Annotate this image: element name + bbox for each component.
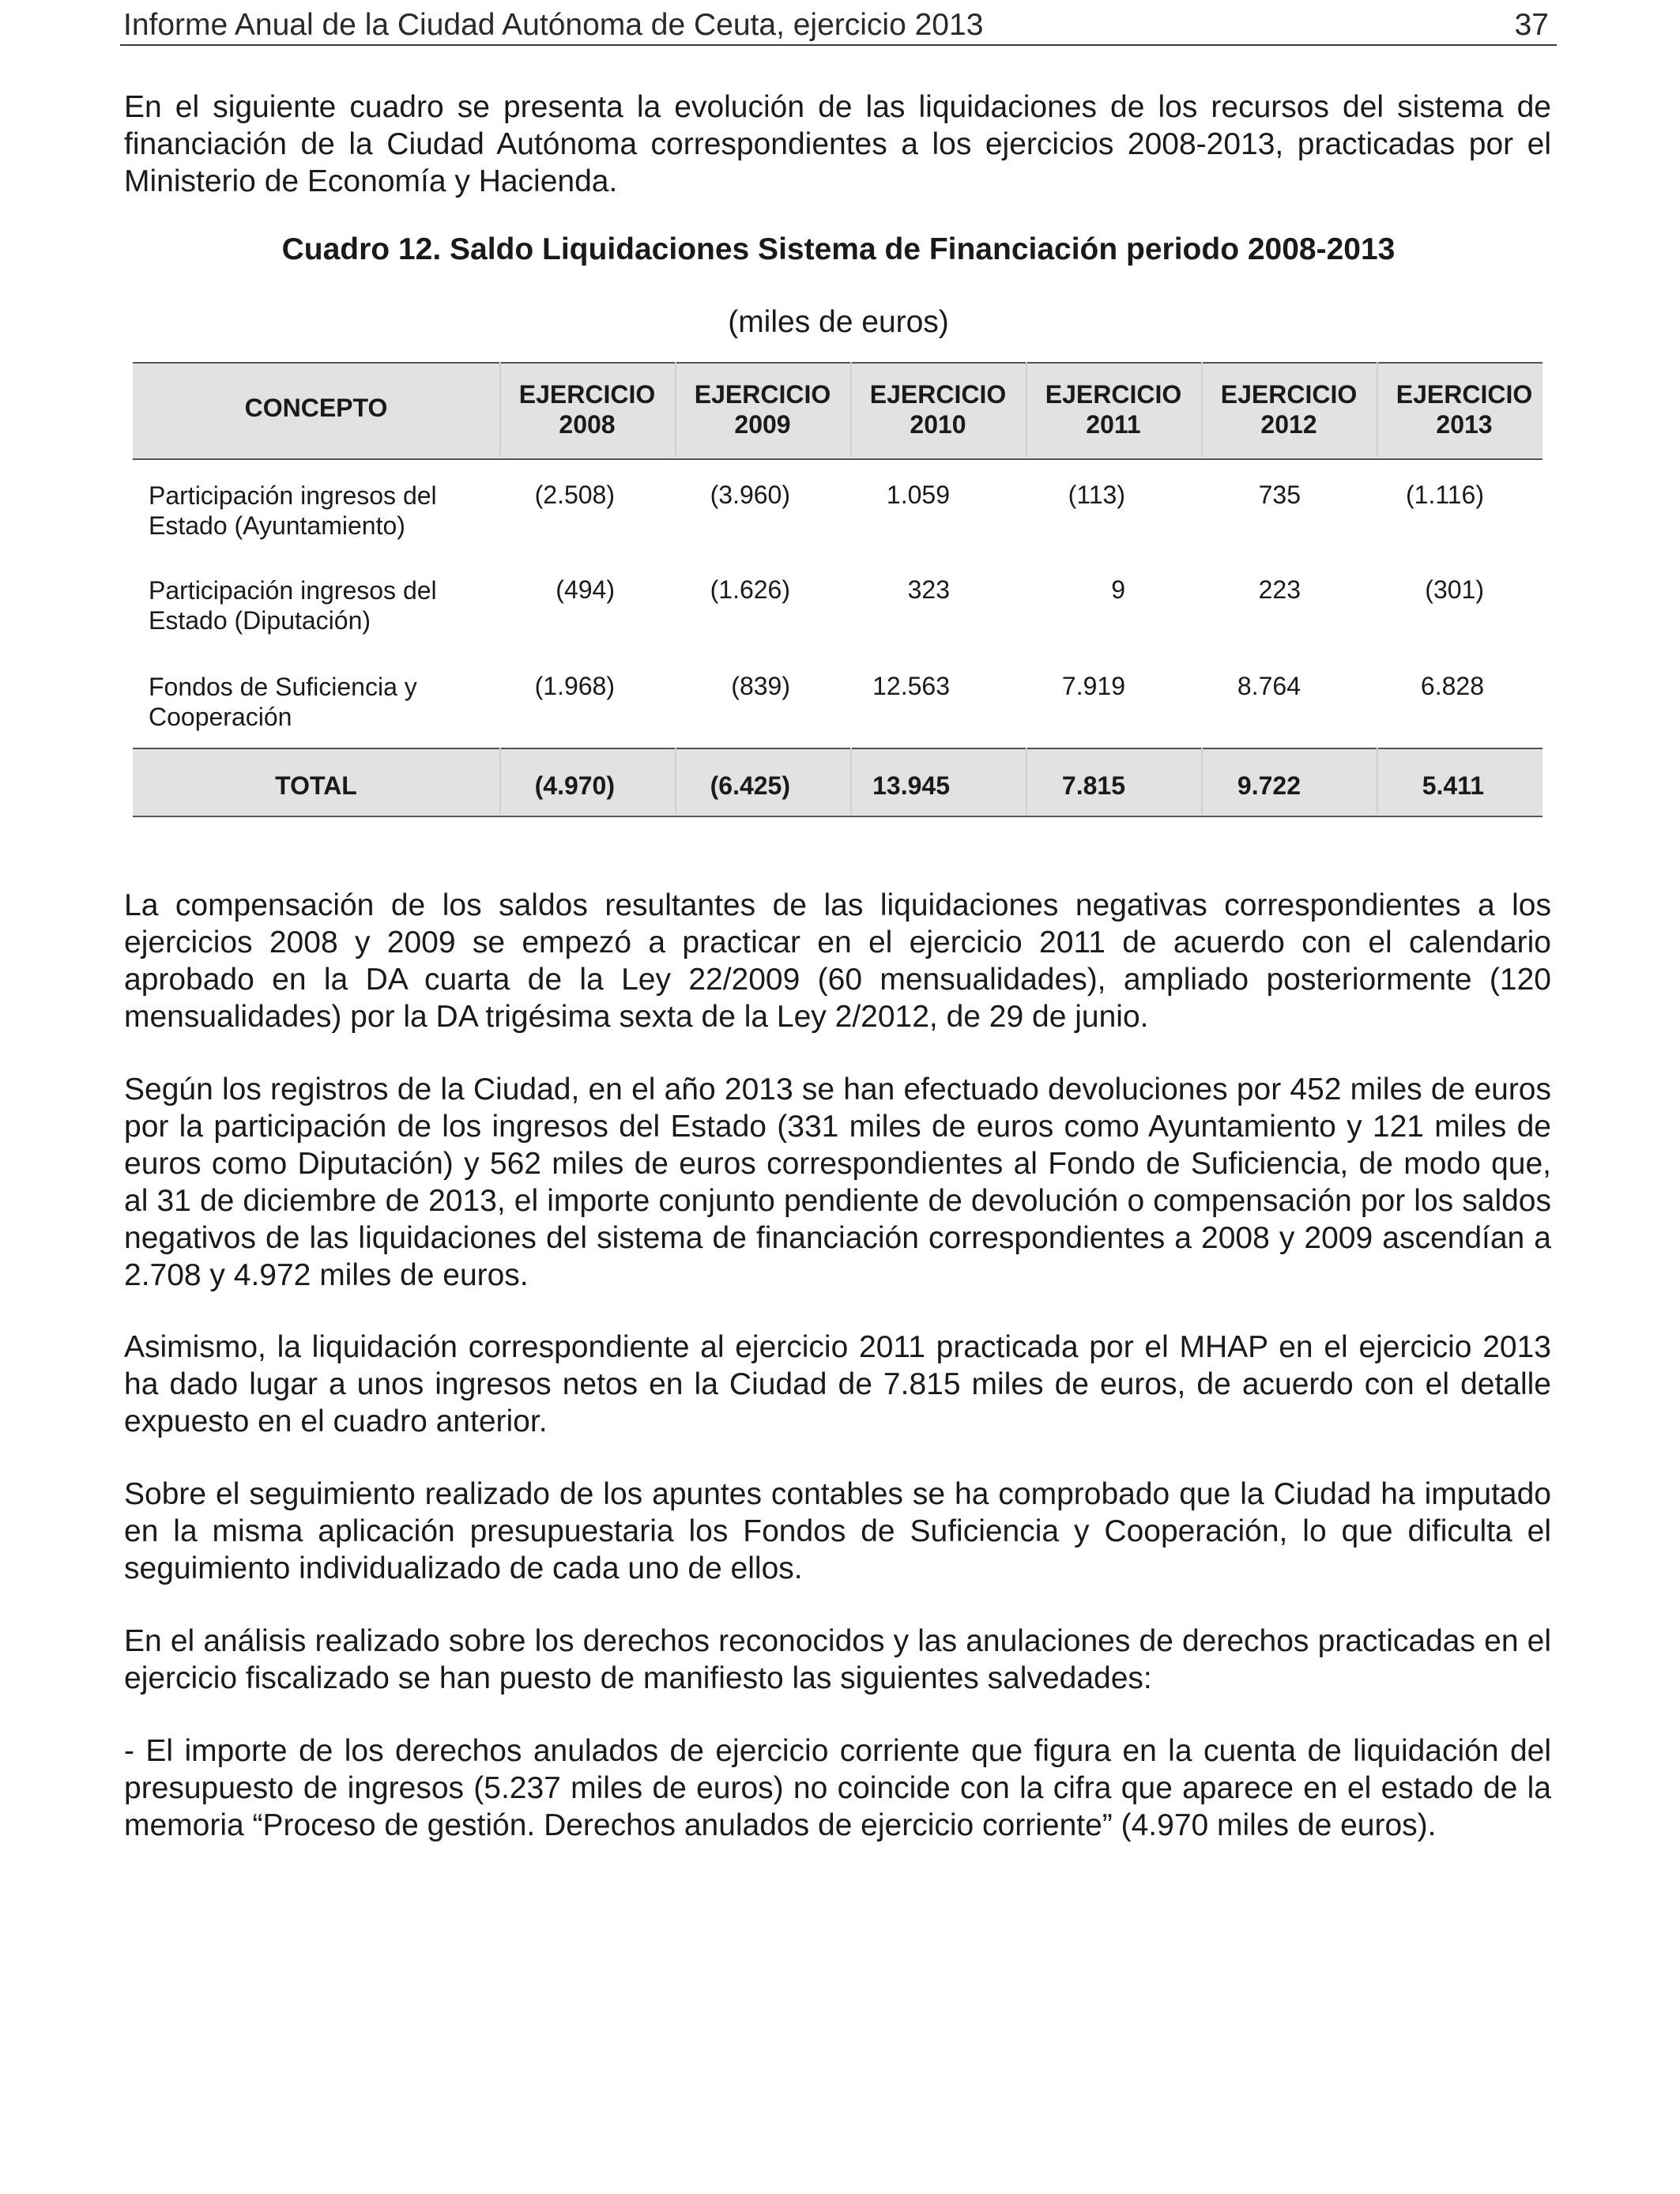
table-cell: (113) (1068, 481, 1125, 509)
body-paragraph: - El importe de los derechos anulados de ejercicio corriente que figura en la cuenta de liquidación del presupuesto de ingresos (5.237 miles de euros) no coincide con la cifra que aparece en el estado de la memoria “Proceso de gestión. Derechos anulados de ejercicio corriente” (4.970 miles de euros). (124, 1734, 1551, 1842)
total-cell: (4.970) (534, 771, 615, 800)
row-label: Fondos de Suficiencia y Cooperación (149, 673, 417, 731)
total-cell: (6.425) (710, 771, 790, 800)
body-paragraph: En el análisis realizado sobre los derechos reconocidos y las anulaciones de derechos practicadas en el ejercicio fiscalizado se han puesto de manifiesto las siguientes salvedades: (124, 1624, 1551, 1695)
table-cell: (1.968) (534, 672, 615, 700)
table-cell: 323 (907, 575, 950, 604)
page-header (120, 5, 1557, 46)
table-cell: 12.563 (872, 672, 950, 700)
table-cell: 735 (1258, 481, 1301, 509)
table-cell: (839) (731, 672, 790, 700)
intro-paragraph: En el siguiente cuadro se presenta la evolución de las liquidaciones de los recursos del sistema de financiación de la Ciudad Autónoma correspondientes a los ejercicios 2008-2013, practicadas por el Ministerio de Economía y Hacienda. (124, 90, 1551, 198)
page-number: 37 (1514, 8, 1549, 42)
total-label: TOTAL (275, 771, 357, 800)
column-header: EJERCICIO 2013 (1396, 380, 1533, 439)
table-cell: 6.828 (1420, 672, 1484, 700)
table-cell: 9 (1111, 575, 1125, 604)
column-header: EJERCICIO 2012 (1220, 380, 1358, 439)
body-paragraph: Según los registros de la Ciudad, en el año 2013 se han efectuado devoluciones por 452 miles de euros por la participación de los ingresos del Estado (331 miles de euros como Ayuntamiento y 121 miles de euros como Diputación) y 562 miles de euros correspondientes al Fondo de Suficiencia, de modo que, al 31 de diciembre de 2013, el importe conjunto pendiente de devolución o compensación por los saldos negativos de las liquidaciones del sistema de financiación correspondientes a 2008 y 2009 ascendían a 2.708 y 4.972 miles de euros. (124, 1072, 1551, 1292)
body-paragraph: La compensación de los saldos resultantes de las liquidaciones negativas correspondientes a los ejercicios 2008 y 2009 se empezó a practicar en el ejercicio 2011 de acuerdo con el calendario aprobado en la DA cuarta de la Ley 22/2009 (60 mensualidades), ampliado posteriormente (120 mensualidades) por la DA trigésima sexta de la Ley 2/2012, de 29 de junio. (124, 888, 1551, 1034)
table-cell: (3.960) (710, 481, 790, 509)
table-cell: (494) (556, 575, 615, 604)
total-cell: 13.945 (872, 771, 950, 800)
table-cell: (2.508) (534, 481, 615, 509)
body-paragraph: Sobre el seguimiento realizado de los apuntes contables se ha comprobado que la Ciudad ha imputado en la misma aplicación presupuestaria los Fondos de Suficiencia y Cooperación, lo que dificulta el seguimiento individualizado de cada uno de ellos. (124, 1477, 1551, 1585)
report-title: Informe Anual de la Ciudad Autónoma de Ceuta, ejercicio 2013 (123, 8, 984, 42)
column-header: EJERCICIO 2008 (518, 380, 656, 439)
table-cell: (1.116) (1405, 481, 1484, 509)
column-header: EJERCICIO 2011 (1045, 380, 1182, 439)
financing-table (133, 362, 1543, 816)
table-cell: 8.764 (1237, 672, 1301, 700)
row-label: Participación ingresos del Estado (Ayuntamiento) (149, 481, 437, 540)
concept-header: CONCEPTO (244, 394, 388, 422)
total-cell: 9.722 (1237, 771, 1301, 800)
column-header: EJERCICIO 2009 (694, 380, 831, 439)
body-paragraph: Asimismo, la liquidación correspondiente al ejercicio 2011 practicada por el MHAP en el ejercicio 2013 ha dado lugar a unos ingresos netos en la Ciudad de 7.815 miles de euros, de acuerdo con el detalle expuesto en el cuadro anterior. (124, 1330, 1551, 1438)
total-cell: 5.411 (1422, 771, 1484, 800)
total-cell: 7.815 (1061, 771, 1125, 800)
table-cell: 7.919 (1061, 672, 1125, 700)
table-cell: (301) (1425, 575, 1484, 604)
row-label: Participación ingresos del Estado (Diputación) (149, 576, 437, 635)
column-header: EJERCICIO 2010 (869, 380, 1007, 439)
table-cell: (1.626) (710, 575, 790, 604)
table-cell: 223 (1258, 575, 1301, 604)
table-title: Cuadro 12. Saldo Liquidaciones Sistema de Financiación periodo 2008-2013 (281, 232, 1396, 266)
table-cell: 1.059 (886, 481, 950, 509)
table-units: (miles de euros) (728, 305, 949, 339)
